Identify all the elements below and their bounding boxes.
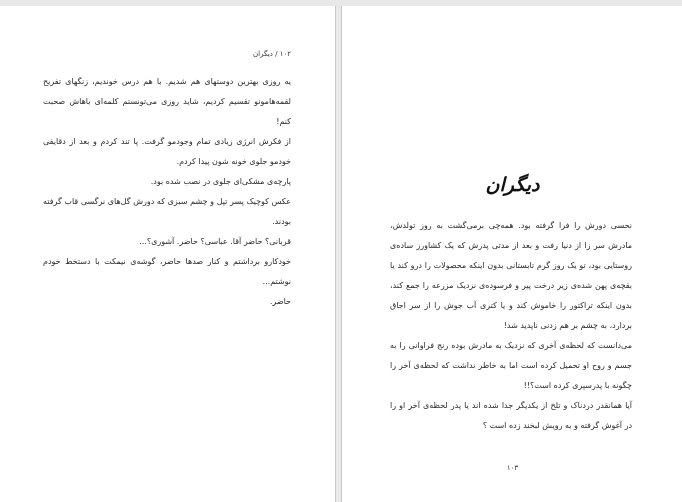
paragraph: نحسی دورش را فرا گرفته بود. همه‌چی برمی‌گشت به روز تولدش، مادرش سر زا از دنیا رفت و بعد از مدتی پدرش که یک کشاورز ساده‌ی روستایی بود، تو یک روز گرم تابستانی بدون اینکه محصولات را درو کند یا بقچه‌ی پهن شده‌ی زیر درخت پیر و فرسوده‌ی نزدیک مزرعه را جمع کند، بدون اینکه تراکتور را خاموش کند و یا کتری آب جوش را از سر اجاق بردارد، به چشم بر هم زدنی ناپدید شد! (390, 221, 632, 330)
left-page (0, 6, 336, 502)
left-page-body (43, 72, 291, 312)
page-number: ۱۰۳ (506, 464, 519, 472)
paragraph: می‌دانست که لحظه‌ی آخری که نزدیک به مادرش بوده رنج فراوانی را به جسم و روح او تحمیل کرده است اما به خاطر نداشت که لحظه‌ی آخر را چگونه با پدرسپری کرده است؟!! (390, 341, 632, 390)
paragraph: یه روزی بهترین دوستهای هم شدیم. با هم درس خوندیم، زنگهای تفریح لقمه‌هامونو تقسیم کردیم، شاید روزی می‌تونستم کلمه‌ای باهاش صحبت کنم! (43, 77, 291, 126)
right-page (341, 6, 682, 502)
paragraph: حاضر. (269, 297, 291, 306)
paragraph: خودکارو برداشتم و کنار صدها حاضر، گوشه‌ی نیمکت با دستخط خودم نوشتم... (43, 257, 291, 286)
paragraph: آیا همانقدر دردناک و تلخ از یکدیگر جدا شده اند یا پدر لحظه‌ی آخر او را در آغوش گرفته و به رویش لبخند زده است ؟ (390, 401, 632, 430)
right-page-body (390, 216, 632, 436)
paragraph: از فکرش انرژی زیادی تمام وجودمو گرفت. پا تند کردم و بعد از دقایقی خودمو جلوی خونه شون پیدا کردم. (43, 137, 291, 166)
running-header: ۱۰۲ / دیگران (253, 50, 291, 58)
paragraph: پارچه‌ی مشکی‌ای جلوی در نصب شده بود. (150, 177, 291, 186)
paragraph: عکس کوچیک پسر تپل و چشم سبزی که دورش گل‌های نرگسی قاب گرفته بودند. (43, 197, 291, 226)
paragraph: قربانی؟ حاضر آقا. عباسی؟ حاضر. آشوری؟... (139, 237, 291, 246)
chapter-title: دیگران (485, 174, 540, 196)
